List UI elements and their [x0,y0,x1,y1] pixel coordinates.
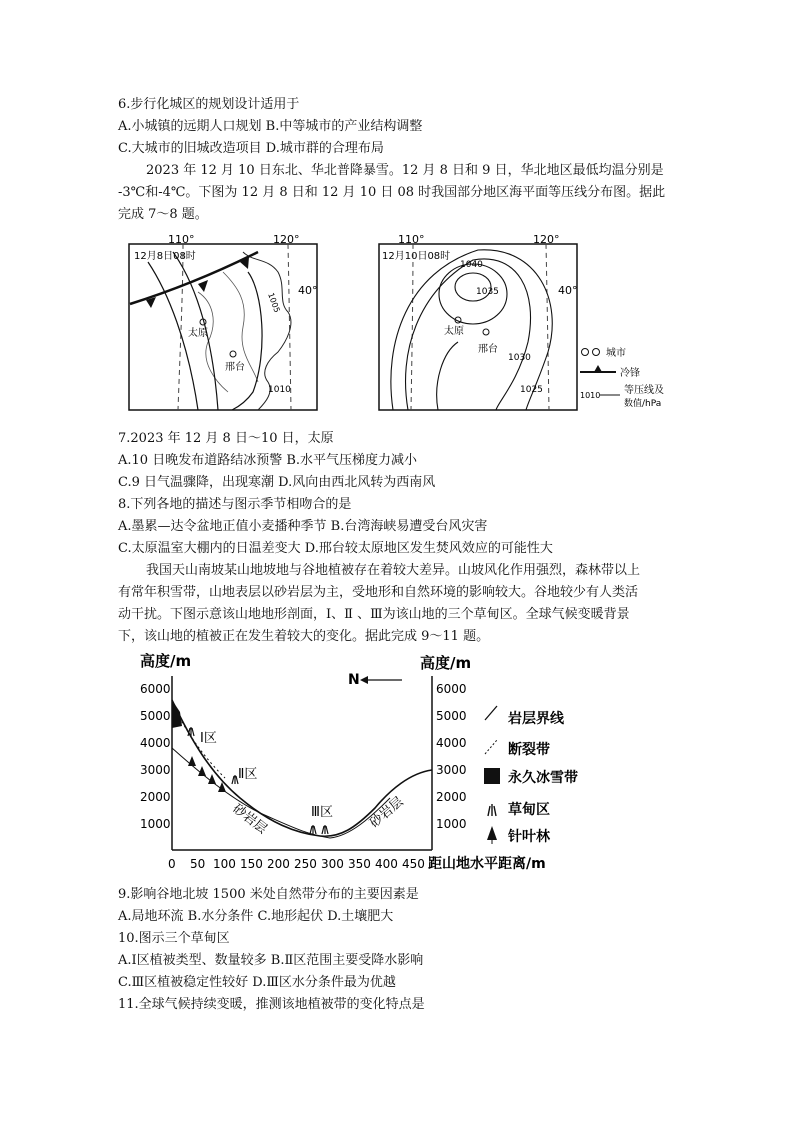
zone-3-label: Ⅲ区 [311,805,333,820]
north-label: N [348,672,360,688]
q10-options-cd: C.Ⅲ区植被稳定性较好 D.Ⅲ区水分条件最为优越 [118,975,396,990]
city-taiyuan-label-r: 太原 [444,326,464,337]
city-xingtai-label-r: 邢台 [478,344,498,355]
zone-1-label: Ⅰ区 [200,731,217,746]
rock-layer-label-2: 砂岩层 [366,794,407,832]
xtick-150: 150 [240,857,263,871]
xtick-250: 250 [294,857,317,871]
q6-options-cd: C.大城市的旧城改造项目 D.城市群的合理布局 [118,141,384,156]
ytick-r-4000: 4000 [436,736,467,750]
map-right-lon-120: 120° [533,233,560,246]
passage1-line2: -3℃和-4℃。下图为 12 月 8 日和 12 月 10 日 08 时我国部分地区海平面等压线分布图。据此 [118,185,666,200]
legend-snow: 永久冰雪带 [508,770,578,786]
profile-ylabel-right: 高度/m [420,654,472,672]
map-left-lon-120: 120° [273,233,300,246]
rock-layer-label-1: 砂岩层 [229,801,270,838]
xtick-50: 50 [190,857,206,871]
q7-options-cd: C.9 日气温骤降，出现寒潮 D.风向由西北风转为西南风 [118,475,436,490]
ytick-6000: 6000 [140,682,171,696]
xtick-300: 300 [321,857,344,871]
ytick-r-1000: 1000 [436,817,467,831]
legend-fault: 断裂带 [508,742,550,758]
q9-options: A.局地环流 B.水分条件 C.地形起伏 D.土壤肥大 [118,909,394,924]
legend-boundary: 岩层界线 [508,711,564,727]
legend-city: 城市 [606,348,626,359]
passage2-line1: 我国天山南坡某山地坡地与谷地植被存在着较大差异。山坡风化作用强烈，森林带以上 [146,563,641,578]
legend-conifer: 针叶林 [508,829,550,845]
legend-isobar-value: 1010 [580,391,601,400]
xtick-0: 0 [168,857,176,871]
q10-stem: 10.图示三个草甸区 [118,931,230,946]
city-taiyuan-label: 太原 [188,328,208,339]
q10-options-ab: A.Ⅰ区植被类型、数量较多 B.Ⅱ区范围主要受降水影响 [118,953,424,968]
q7-stem: 7.2023 年 12 月 8 日～10 日，太原 [118,431,334,446]
isobar-1040: 1040 [460,260,483,270]
legend-cold-front: 冷锋 [620,368,640,379]
city-xingtai-label: 邢台 [225,362,245,373]
q8-options-cd: C.太原温室大棚内的日温差变大 D.邢台较太原地区发生焚风效应的可能性大 [118,541,553,556]
xtick-350: 350 [348,857,371,871]
map-right-lon-110: 110° [398,233,425,246]
ytick-5000: 5000 [140,709,171,723]
map-right-date: 12月10日08时 [382,251,451,262]
terrain-profile-diagram [130,648,600,880]
isobar-1005: 1005 [266,291,282,314]
legend-isobar-1: 等压线及 [624,385,664,396]
xtick-400: 400 [375,857,398,871]
q6-options-ab: A.小城镇的远期人口规划 B.中等城市的产业结构调整 [118,119,423,134]
map-left-date: 12月8日08时 [134,251,196,262]
ytick-r-6000: 6000 [436,682,467,696]
passage1-line1: 2023 年 12 月 10 日东北、华北普降暴雪。12 月 8 日和 9 日，华北地区最低均温分别是 [146,163,664,178]
map-legend [580,342,690,412]
q9-stem: 9.影响谷地北坡 1500 米处自然带分布的主要因素是 [118,887,419,902]
isobar-1035: 1035 [476,287,499,297]
zone-2-label: Ⅱ区 [238,767,258,782]
q8-options-ab: A.墨累—达令盆地正值小麦播种季节 B.台湾海峡易遭受台风灾害 [118,519,488,534]
q7-options-ab: A.10 日晚发布道路结冰预警 B.水平气压梯度力减小 [118,453,418,468]
passage1-line3: 完成 7～8 题。 [118,207,208,222]
weather-map-dec8 [128,232,318,412]
isobar-1030: 1030 [508,353,531,363]
profile-ylabel-left: 高度/m [140,652,192,670]
passage2-line2: 有常年积雪带，山地表层以砂岩层为主，受地形和自然环境的影响较大。谷地较少有人类活 [118,585,639,600]
map-left-lon-110: 110° [168,233,195,246]
xtick-200: 200 [267,857,290,871]
legend-meadow: 草甸区 [508,802,550,818]
ytick-3000: 3000 [140,763,171,777]
q11-stem: 11.全球气候持续变暖，推测该地植被带的变化特点是 [118,997,425,1012]
legend-isobar-2: 数值/hPa [624,399,662,409]
isobar-1010: 1010 [268,385,291,395]
isobar-1025: 1025 [520,385,543,395]
ytick-4000: 4000 [140,736,171,750]
profile-xlabel: 距山地水平距离/m [428,856,546,872]
ytick-r-2000: 2000 [436,790,467,804]
q8-stem: 8.下列各地的描述与图示季节相吻合的是 [118,497,352,512]
weather-map-dec10 [378,232,578,412]
ytick-1000: 1000 [140,817,171,831]
passage2-line3: 动干扰。下图示意该山地地形剖面，Ⅰ、Ⅱ 、Ⅲ为该山地的三个草甸区。全球气候变暖背景 [118,607,630,622]
map-left-lat-40: 40° [298,284,318,297]
q6-stem: 6.步行化城区的规划设计适用于 [118,97,300,112]
ytick-2000: 2000 [140,790,171,804]
passage2-line4: 下，该山地的植被正在发生着较大的变化。据此完成 9～11 题。 [118,629,490,644]
xtick-450: 450 [402,857,425,871]
xtick-100: 100 [213,857,236,871]
ytick-r-5000: 5000 [436,709,467,723]
ytick-r-3000: 3000 [436,763,467,777]
map-right-lat-40: 40° [558,284,578,297]
